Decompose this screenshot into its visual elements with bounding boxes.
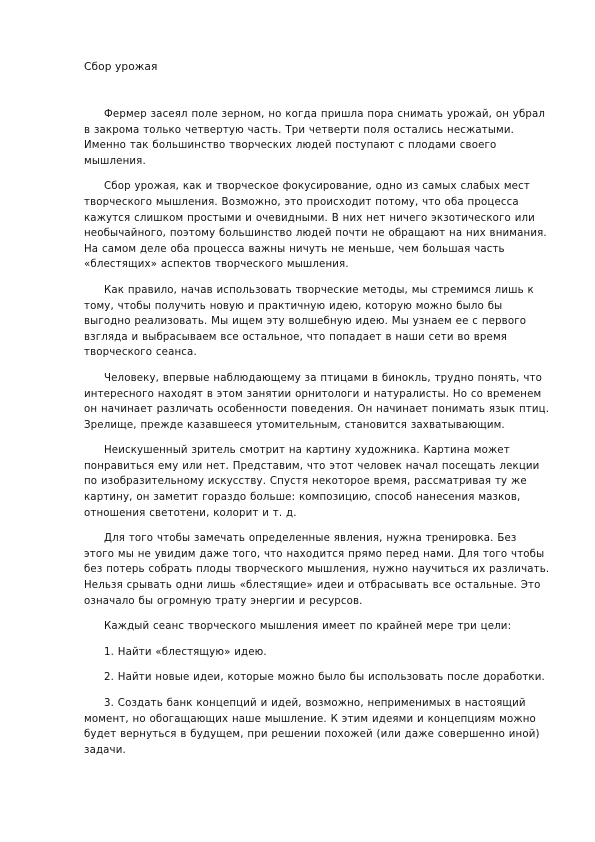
paragraph: Сбор урожая, как и творческое фокусирование, одно из самых слабых мест творческого мышления. Возможно, это происходит потому, что оба процесса кажутся слишком простыми и очевидными. В них нет ничего экзотического или необычайного, поэтому большинство людей почти не обращают на них внимания. На самом деле оба процесса важны ничуть не меньше, чем большая часть «блестящих» аспектов творческого мышления.: [84, 181, 547, 271]
paragraph: Для того чтобы замечать определенные явления, нужна тренировка. Без этого мы не увидим даже того, что находится прямо перед нами. Для того чтобы без потерь собрать плоды творческого мышления, нужно научиться их различать. Нельзя срывать одни лишь «блестящие» идеи и отбрасывать все остальные. Это означало бы огромную трату энергии и ресурсов.: [84, 533, 550, 607]
list-item: 1. Найти «блестящую» идею.: [104, 646, 267, 658]
paragraph: Человеку, впервые наблюдающему за птицами в бинокль, трудно понять, что интересного находят в этом занятии орнитологи и натуралисты. Но со временем он начинает различать особенности поведения. Он начинает понимать язык птиц. Зрелище, прежде казавшееся утомительным, становится захватывающим.: [84, 372, 550, 431]
list-item: 2. Найти новые идеи, которые можно было бы использовать после доработки.: [104, 672, 545, 684]
paragraph: Каждый сеанс творческого мышления имеет по крайней мере три цели:: [104, 621, 512, 633]
paragraph: Как правило, начав использовать творческие методы, мы стремимся лишь к тому, чтобы получить новую и практичную идею, которую можно было бы выгодно реализовать. Мы ищем эту волшебную идею. Мы узнаем ее с первого взгляда и выбрасываем все остальное, что попадает в наши сети во время творческого сеанса.: [84, 284, 534, 359]
paragraph: Фермер засеял поле зерном, но когда пришла пора снимать урожай, он убрал в закрома только четвертую часть. Три четверти поля остались несжатыми. Именно так большинство творческих людей поступают с плодами своего мышления.: [84, 109, 546, 167]
list-item: 3. Создать банк концепций и идей, возможно, неприменимых в настоящий момент, но обогащающих наше мышление. К этим идеями и концепциям можно будет вернуться в будущем, при решении похожей (или даже совершенно иной) задачи.: [84, 698, 540, 756]
document-title: Сбор урожая: [84, 61, 158, 73]
paragraph: Неискушенный зритель смотрит на картину художника. Картина может понравиться ему или нет. Представим, что этот человек начал посещать лекции по изобразительному искусству. Спустя некоторое время, рассматривая ту же картину, он заметит гораздо больше: композицию, способ нанесения мазков, отношения светотени, колорит и т. д.: [84, 445, 540, 519]
